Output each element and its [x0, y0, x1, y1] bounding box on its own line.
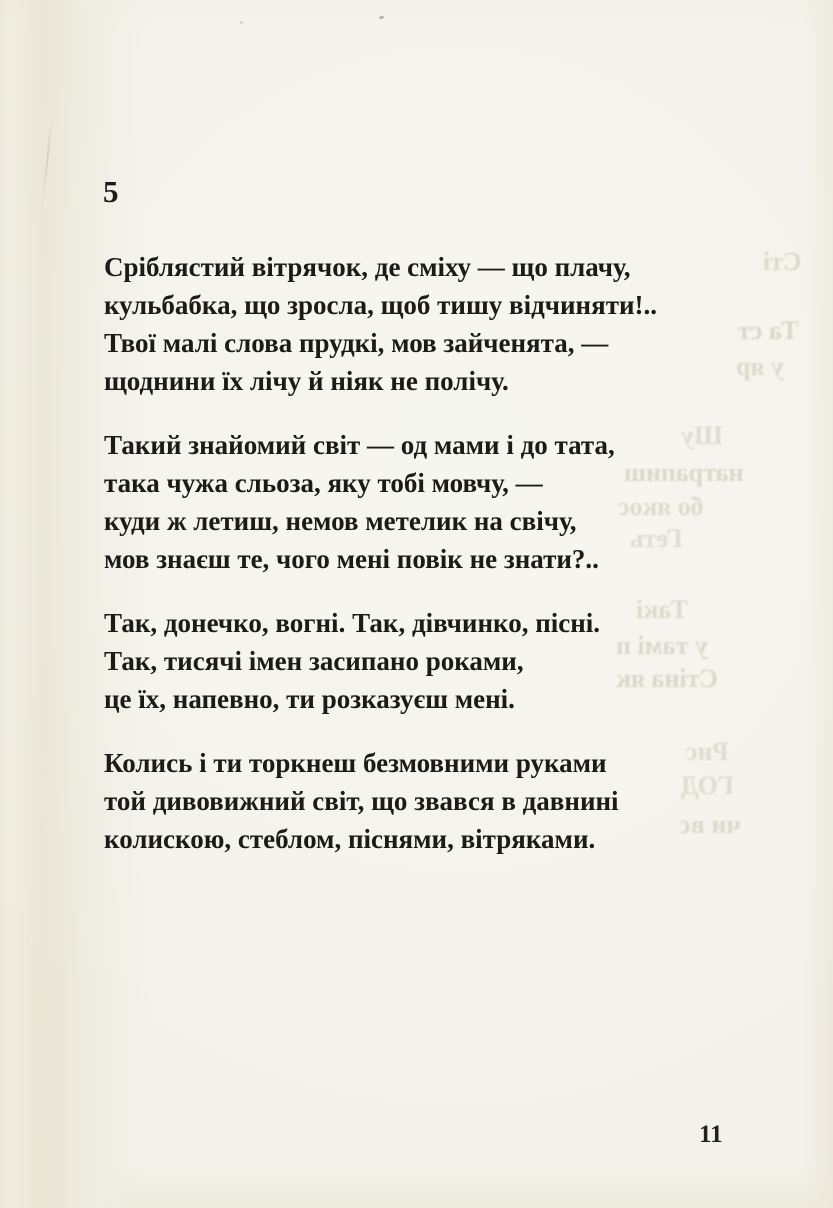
poem-line: Колись і ти торкнеш безмовними руками	[104, 748, 607, 778]
poem-line: це їх, напевно, ти розказуєш мені.	[104, 684, 515, 714]
poem-line: Так, тисячі імен засипано роками,	[104, 646, 524, 676]
stanza-3	[104, 604, 744, 718]
showthrough-fragment: натрапиш	[624, 458, 744, 487]
poem-line: той дивовижний світ, що звався в давнині	[104, 786, 619, 816]
showthrough-fragment: Сті	[763, 247, 802, 276]
poem-line: колискою, стеблом, піснями, вітряками.	[104, 824, 596, 854]
showthrough-fragment: Стіна як	[616, 664, 718, 693]
showthrough-fragment: у яр	[736, 352, 785, 381]
scan-speck	[240, 21, 243, 24]
poem-line: така чужа сльоза, яку тобі мовчу, —	[104, 468, 543, 498]
showthrough-fragment: Та ст	[738, 316, 799, 345]
scan-speck	[379, 15, 385, 19]
poem-line: куди ж летиш, немов метелик на свічу,	[104, 506, 577, 536]
showthrough-fragment: бо якос	[618, 492, 704, 521]
poem-line: Так, донечко, вогні. Так, дівчинко, пісні.	[104, 608, 601, 638]
showthrough-fragment: у тамі п	[616, 631, 709, 660]
paper-crease	[41, 118, 52, 208]
poem-text	[104, 248, 744, 884]
showthrough-fragment: Рис	[686, 737, 729, 766]
showthrough-fragment: Такі	[636, 595, 688, 624]
poem-line: щоднини їх лічу й ніяк не полічу.	[104, 366, 509, 396]
stanza-4	[104, 744, 744, 858]
page-number: 11	[699, 1121, 723, 1148]
showthrough-fragment: ГОД	[681, 771, 734, 800]
showthrough-fragment: Геть	[630, 524, 683, 553]
poem-line: Такий знайомий світ — од мами і до тата,	[104, 430, 615, 460]
poem-line: мов знаєш те, чого мені повік не знати?..	[104, 544, 599, 574]
showthrough-fragment: чи вс	[679, 810, 742, 839]
stanza-1	[104, 248, 744, 400]
poem-line: кульбабка, що зросла, щоб тишу відчиняти!..	[104, 290, 658, 320]
poem-number: 5	[103, 174, 119, 209]
poem-line: Сріблястий вітрячок, де сміху — що плачу,	[104, 252, 631, 282]
showthrough-fragment: Шу	[681, 421, 723, 450]
poem-line: Твої малі слова прудкі, мов зайченята, —	[104, 328, 609, 358]
stanza-2	[104, 426, 744, 578]
